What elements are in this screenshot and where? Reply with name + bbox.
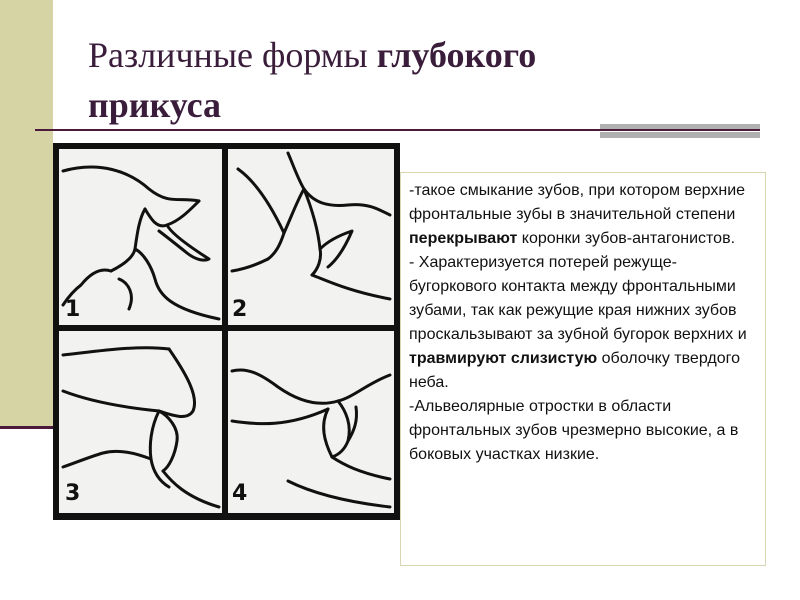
panel-2-drawing	[228, 149, 394, 325]
left-accent-bar	[0, 0, 53, 428]
p2-start: - Характеризуется потерей режуще-бугоркового контакта между фронтальными зубами, так как режущие края нижних зубов проскальзывают за зубной бугорок верхних и	[409, 254, 747, 343]
description-paragraph-1	[409, 179, 757, 251]
panel-3-number: 3	[65, 481, 81, 506]
p1-start: -такое смыкание зубов, при котором верхние фронтальные зубы в значительной степени	[409, 182, 746, 223]
divider-decoration-bottom	[600, 132, 760, 138]
description-paragraph-2	[409, 251, 757, 395]
panel-2-number: 2	[232, 297, 248, 322]
p1-end: коронки зубов-антагонистов.	[517, 230, 736, 247]
p1-bold: перекрывают	[409, 230, 518, 247]
p2-end: оболочку твердого неба.	[409, 350, 740, 391]
panel-4	[228, 331, 394, 513]
divider-decoration-top	[600, 124, 760, 129]
title-divider	[35, 129, 760, 131]
title-bold-2: прикуса	[88, 85, 222, 125]
panel-1	[59, 149, 222, 325]
panel-1-drawing	[59, 149, 222, 325]
title-bold-1: глубокого	[376, 35, 537, 75]
panel-4-drawing	[228, 331, 394, 513]
panel-3	[59, 331, 222, 513]
title-regular: Различные формы	[88, 35, 377, 75]
p2-bold: травмируют слизистую	[409, 350, 598, 367]
description-paragraph-3: -Альвеолярные отростки в области фронтальных зубов чрезмерно высокие, а в боковых участках низкие.	[409, 398, 739, 463]
slide-title	[88, 30, 648, 130]
panel-1-number: 1	[65, 297, 81, 322]
description-box	[400, 172, 766, 566]
deep-bite-illustration	[53, 143, 400, 520]
panel-3-drawing	[59, 331, 222, 513]
panel-2	[228, 149, 394, 325]
left-accent-underline	[0, 426, 53, 429]
panel-4-number: 4	[232, 481, 248, 506]
